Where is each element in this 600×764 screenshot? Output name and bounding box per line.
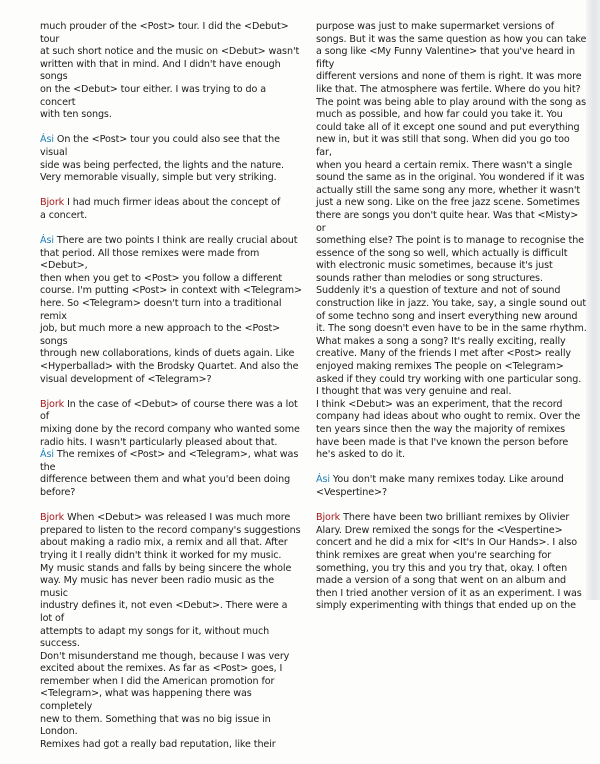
paragraph-text: I had much firmer ideas about the concept of a concert. <box>40 197 281 221</box>
paragraph-text: When <Debut> was released I was much more prepared to listen to the record company's suggestions about making a radio mix, a remix and all that. After trying it I really didn't think it worked for my music. My music stands and falls by being sincere the whole way. My music has never been radio music as the music industry defines it, not even <Debut>. There were a lot of attempts to adapt my songs for it, without much success. Don't misunderstand me though, because I was very excited about the remixes. As far as <Post> goes, I remember when I did the American promotion for <Telegram>, what was happening there was completely new to them. Something that was no big issue in London. Remixes had got a really bad reputation, like their <box>40 512 301 750</box>
paragraph <box>40 134 302 184</box>
paragraph <box>40 235 302 386</box>
paragraph <box>40 512 302 751</box>
speaker-asi: Ási <box>40 134 54 146</box>
paragraph-text: much prouder of the <Post> tour. I did the <Debut> tour at such short notice and the music on <Debut> wasn't written with that in mind. And I didn't have enough songs on the <Debut> tour either. I was trying to do a concert with ten songs. <box>40 21 300 121</box>
speaker-asi: Ási <box>40 449 54 461</box>
speaker-bjork: Bjork <box>40 197 65 209</box>
paragraph <box>40 399 302 449</box>
speaker-asi: Ási <box>316 474 330 486</box>
left-column <box>40 21 302 764</box>
paragraph <box>316 512 588 613</box>
speaker-bjork: Bjork <box>40 512 65 524</box>
speaker-bjork: Bjork <box>316 512 341 524</box>
speaker-asi: Ási <box>40 235 54 247</box>
paragraph-text: There have been two brilliant remixes by Olivier Alary. Drew remixed the songs for the <Vespertine> concert and he did a mix for <It's In Our Hands>. I also think remixes are great when you're searching for something, you try this and you try that, okay. I often made a version of a song that went on an album and then I tried another version of it as an experiment. I was simply experimenting with things that ended up on the <box>316 512 582 612</box>
paragraph <box>316 474 588 499</box>
paragraph-text: On the <Post> tour you could also see that the visual side was being perfected, the lights and the nature. Very memorable visually, simple but very striking. <box>40 134 284 184</box>
paragraph-text: The remixes of <Post> and <Telegram>, what was the difference between them and what you'd been doing before? <box>40 449 299 498</box>
paragraph <box>40 21 302 122</box>
paragraph-text: There are two points I think are really crucial about that period. All those remixes were made from <Debut>, then when you get to <Post> you follow a different course. I'm putting <Post> in context with <Telegram> here. So <Telegram> doesn't turn into a traditional remix job, but much more a new approach to the <Post> songs through new collaborations, kinds of duets again. Like <Hyperballad> with the Brodsky Quartet. And also the visual development of <Telegram>? <box>40 235 302 385</box>
page-edge-shadow <box>586 0 600 600</box>
paragraph-text: In the case of <Debut> of course there was a lot of mixing done by the record company who wanted some radio hits. I wasn't particularly pleased about that. <box>40 398 300 448</box>
paragraph <box>40 197 302 222</box>
paragraph-text: You don't make many remixes today. Like around <Vespertine>? <box>316 474 564 498</box>
paragraph <box>316 21 588 462</box>
paragraph <box>40 449 302 499</box>
speaker-bjork: Bjork <box>40 398 65 410</box>
right-column <box>316 21 588 626</box>
paragraph-text: purpose was just to make supermarket versions of songs. But it was the same question as how you can take a song like <My Funny Valentine> that you've heard in fifty different versions and none of them is right. It was more like that. The atmosphere was fertile. Where do you hit? The point was being able to play around with the song as much as possible, and how far could you take it. You could take all of it except one sound and put everything new in, but it was still that song. When did you go too far, when you heard a certain remix. There wasn't a single sound the same as in the original. You wondered if it was actually still the same song any more, whether it wasn't just a new song. Like on the free jazz scene. Sometimes there are songs you don't quite hear. Was that <Misty> or something else? The point is to manage to recognise the essence of the song so well, which actually is difficult with electronic music sometimes, because it's just sounds rather than melodies or song structures. Suddenly it's a question of texture and not of sound construction like in jazz. You take, say, a single sound out of some techno song and insert everything new around it. The song doesn't even have to be in the same rhythm. What makes a song a song? It's really exciting, really creative. Many of the friends I met after <Post> really enjoyed making remixes The people on <Telegram> asked if they could try working with one particular song. I thought that was very genuine and real. I think <Debut> was an experiment, that the record company had ideas about who ought to remix. Over the ten years since then the way the majority of remixes have been made is that I've known the person before he's asked to do it. <box>316 21 587 461</box>
